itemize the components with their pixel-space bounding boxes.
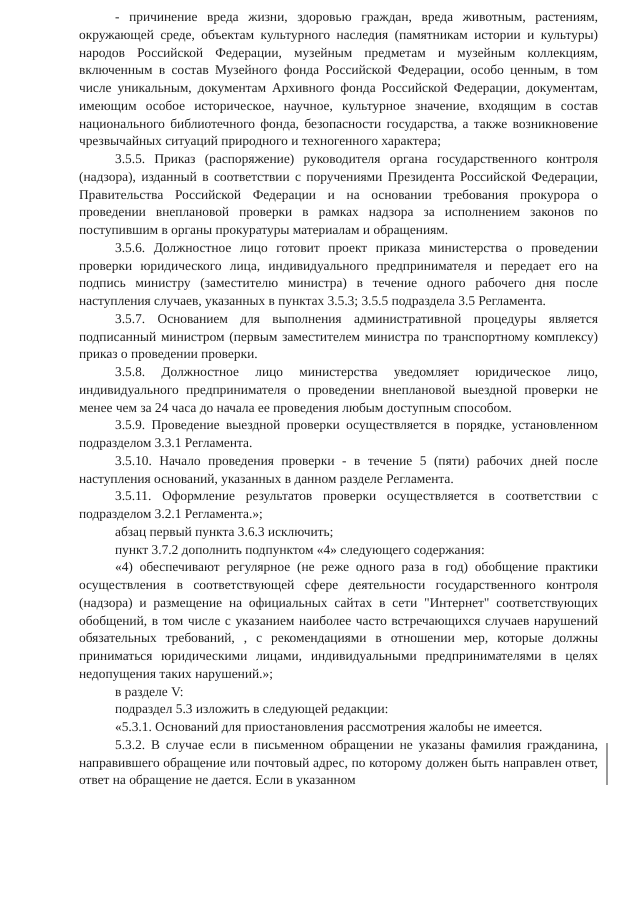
paragraph-3-5-6: 3.5.6. Должностное лицо готовит проект приказа министерства о проведении проверки юридического лица, индивидуального предпринимателя и передает его на подпись министру (заместителю министра) в течение одного рабочего дня после наступления случаев, указанных в пунктах 3.5.3; 3.5.5 подраздела 3.5 Регламента. bbox=[79, 239, 598, 308]
paragraph-harm-list: - причинение вреда жизни, здоровью граждан, вреда животным, растениям, окружающей среде, объектам культурного наследия (памятникам истории и культуры) народов Российской Федерации, музейным предметам и музейным коллекциям, включенным в состав Музейного фонда Российской Федерации, особо ценным, в том числе уникальным, документам Архивного фонда Российской Федерации, документам, имеющим особое историческое, научное, культурное значение, входящим в состав национального библиотечного фонда, безопасности государства, а также возникновение чрезвычайных ситуаций природного и техногенного характера; bbox=[79, 9, 598, 149]
paragraph-3-5-11: 3.5.11. Оформление результатов проверки осуществляется в соответствии с подразделом 3.2.1 Регламента.»; bbox=[79, 488, 598, 521]
paragraph-3-5-8: 3.5.8. Должностное лицо министерства уведомляет юридическое лицо, индивидуального предпринимателя о проведении внеплановой выездной проверки не менее чем за 24 часа до начала ее проведения любым доступным способом. bbox=[79, 364, 598, 415]
paragraph-amend-5-3: подраздел 5.3 изложить в следующей редакции: bbox=[115, 701, 389, 717]
paragraph-3-5-7: 3.5.7. Основанием для выполнения административной процедуры является подписанный министром (первым заместителем министра по транспортному комплексу) приказ о проведении проверки. bbox=[79, 310, 598, 362]
margin-scan-mark bbox=[606, 743, 608, 785]
paragraph-3-5-5: 3.5.5. Приказ (распоряжение) руководителя органа государственного контроля (надзора), изданный в соответствии с поручениями Президента Российской Федерации, Правительства Российской Федерации и на основании требования прокурора о проведении внеплановой проверки в рамках надзора за исполнением законов по поступившим в органы прокуратуры материалам и обращениям. bbox=[79, 151, 598, 237]
paragraph-3-5-10: 3.5.10. Начало проведения проверки - в течение 5 (пяти) рабочих дней после наступления оснований, указанных в данном разделе Регламента. bbox=[79, 452, 598, 486]
paragraph-subitem-4: «4) обеспечивают регулярное (не реже одного раза в год) обобщение практики осуществления в соответствующей сфере деятельности государственного контроля (надзора) и размещение на официальных сайтах в сети "Интернет" соответствующих обобщений, в том числе с указанием наиболее часто встречающихся случаев нарушений обязательных требований, , с рекомендациями в отношении мер, которые должны приниматься юридическими лицами, индивидуальными предпринимателями в целях недопущения таких нарушений.»; bbox=[79, 559, 598, 681]
paragraph-amend-3-7-2: пункт 3.7.2 дополнить подпунктом «4» следующего содержания: bbox=[115, 541, 485, 557]
paragraph-3-5-9: 3.5.9. Проведение выездной проверки осуществляется в порядке, установленном подразделом 3.3.1 Регламента. bbox=[79, 417, 598, 450]
paragraph-5-3-1: «5.3.1. Оснований для приостановления рассмотрения жалобы не имеется. bbox=[115, 719, 543, 734]
paragraph-section-v: в разделе V: bbox=[115, 683, 184, 699]
document-body bbox=[79, 8, 598, 789]
paragraph-5-3-2: 5.3.2. В случае если в письменном обращении не указаны фамилия гражданина, направившего обращение или почтовый адрес, по которому должен быть направлен ответ, ответ на обращение не дается. Если в указанном bbox=[79, 736, 598, 788]
paragraph-amend-3-6-3: абзац первый пункта 3.6.3 исключить; bbox=[115, 523, 334, 539]
